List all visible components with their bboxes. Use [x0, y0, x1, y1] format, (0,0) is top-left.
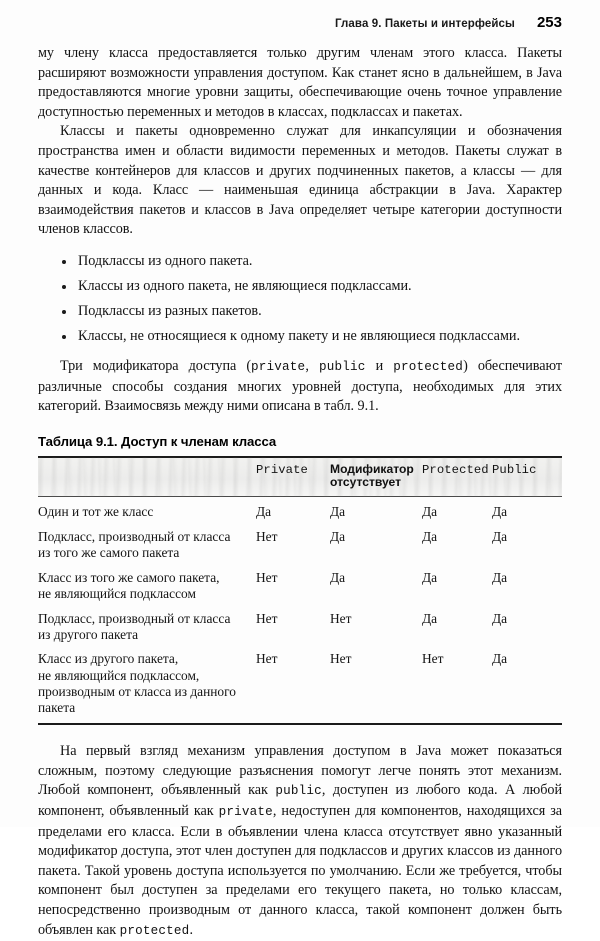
- code-public: public: [275, 784, 322, 799]
- cell-no-modifier: Да: [330, 528, 346, 544]
- header-cell-protected: [422, 457, 492, 497]
- text-run: , доступен из любого кода. А любой компонент, объявленный как: [38, 782, 562, 820]
- text-run: и: [365, 358, 394, 375]
- access-table: [38, 456, 562, 723]
- cell-public: Да: [492, 528, 508, 544]
- table-bottom-rule: [38, 723, 562, 725]
- cell-public: Да: [492, 651, 508, 667]
- row-label-line: из другого пакета: [38, 626, 139, 642]
- row-label-line: не являющийся подклассом,: [38, 667, 200, 683]
- row-label-line: производным от класса из данного: [38, 683, 236, 699]
- list-item: Классы из одного пакета, не являющиеся подклассами.: [38, 277, 562, 296]
- text-run: ,: [305, 358, 319, 375]
- page-number: 253: [536, 14, 562, 31]
- code-protected: protected: [393, 360, 464, 375]
- table-caption: Таблица 9.1. Доступ к членам класса: [38, 433, 277, 449]
- chapter-title: Глава 9. Пакеты и интерфейсы: [334, 18, 515, 30]
- header-cell-no-modifier: [330, 457, 422, 497]
- cell-public: Да: [492, 504, 508, 520]
- row-label-line: Класс из того же самого пакета,: [38, 569, 220, 585]
- paragraph-access-explanation: [38, 742, 562, 941]
- code-protected: protected: [119, 923, 190, 938]
- table-header-row: [38, 457, 562, 497]
- table-body: [38, 497, 562, 724]
- text-run: Три модификатора доступа (: [60, 358, 252, 375]
- text-run: На первый взгляд механизм управления доступом в Java может показаться сложным, поэтому следующие разъяснения помогут легче понять этот механизм. Любой компонент, объявленный как: [38, 743, 562, 799]
- row-label-line: Класс из другого пакета,: [38, 651, 179, 667]
- cell-public: Да: [492, 610, 508, 626]
- header-label-no-modifier-line1: Модификатор: [330, 461, 414, 476]
- cell-private: Нет: [256, 651, 278, 667]
- list-item: Подклассы из разных пакетов.: [38, 302, 562, 321]
- text-run: , недоступен для компонентов, находящихся за пределами его класса. Если в объявлении члена класса отсутствует явно указанный модификатор доступа, этот член доступен для подклассов и других классов из данного пакета. Такой уровень доступа используется по умолчанию. Если же требуется, чтобы компонент был доступен за пределами его текущего пакета, но только классам, непосредственно производным от данного класса, такой компонент должен быть объявлен как: [38, 803, 563, 938]
- table-header: [38, 457, 562, 497]
- list-item: Классы, не относящиеся к одному пакету и не являющиеся подклассами.: [38, 327, 562, 346]
- cell-protected: Да: [422, 610, 438, 626]
- row-label-line: не являющийся подклассом: [38, 585, 196, 601]
- cell-no-modifier: Да: [330, 569, 346, 585]
- cell-no-modifier: Нет: [330, 610, 352, 626]
- cell-private: Нет: [256, 610, 278, 626]
- code-private: private: [251, 360, 306, 375]
- access-table-block: [38, 434, 562, 725]
- cell-protected: Да: [422, 504, 438, 520]
- row-label-line: Один и тот же класс: [38, 504, 154, 520]
- running-head: [38, 14, 562, 31]
- cell-public: Да: [492, 569, 508, 585]
- cell-protected: Нет: [422, 651, 444, 667]
- row-label-line: Подкласс, производный от класса: [38, 528, 231, 544]
- list-item: Подклассы из одного пакета.: [38, 252, 562, 271]
- header-label-no-modifier-line2: отсутствует: [330, 475, 402, 490]
- header-cell-public: [492, 457, 562, 497]
- cell-private: Да: [256, 504, 272, 520]
- header-label-public: Public: [492, 462, 537, 477]
- row-label: [38, 497, 256, 525]
- header-label-private: Private: [256, 462, 308, 477]
- code-private: private: [218, 805, 273, 820]
- page-content: [38, 44, 562, 941]
- cell-private: Нет: [256, 569, 278, 585]
- table-row: [38, 524, 562, 565]
- cell-no-modifier: Да: [330, 504, 346, 520]
- header-cell-label: [38, 457, 256, 497]
- table-row: [38, 565, 562, 606]
- table-row: [38, 497, 562, 525]
- cell-protected: Да: [422, 528, 438, 544]
- paragraph-modifiers: [38, 357, 562, 417]
- code-public: public: [318, 360, 366, 375]
- paragraph-classes-and-packages: Классы и пакеты одновременно служат для инкапсуляции и обозначения пространства имен и области видимости переменных и методов. Пакеты служат в качестве контейнеров для классов и других подчиненных пакетов, а классы — для данных и кода. Класс — наименьшая единица абстракции в Java. Характер взаимодействия пакетов и классов в Java определяет четыре категории доступности членов классов.: [38, 123, 562, 238]
- row-label-line: пакета: [38, 700, 76, 716]
- row-label: [38, 647, 256, 723]
- row-label-line: Подкласс, производный от класса: [38, 610, 231, 626]
- text-run: .: [189, 921, 193, 938]
- header-cell-private: [256, 457, 330, 497]
- paragraph-continuation: му члену класса предоставляется только другим членам этого класса. Пакеты расширяют возможности управления доступом. Как станет ясно в дальнейшем, в Java предоставляются многие уровни защиты, обеспечивающие очень точное управление доступностью переменных и методов в классах, подклассах и пакетах.: [38, 45, 562, 120]
- cell-private: Нет: [256, 528, 278, 544]
- header-label-protected: Protected: [422, 462, 489, 477]
- access-categories-list: [38, 252, 562, 346]
- cell-no-modifier: Нет: [330, 651, 352, 667]
- row-label: [38, 524, 256, 565]
- row-label: [38, 565, 256, 606]
- table-row: [38, 606, 562, 647]
- table-row: [38, 647, 562, 723]
- row-label-line: из того же самого пакета: [38, 544, 180, 560]
- row-label: [38, 606, 256, 647]
- text-run: ) обеспечивают различные способы создания многих уровней доступа, необходимых для этих категорий. Взаимосвязь между ними описана в табл. 9.1.: [38, 358, 562, 415]
- cell-protected: Да: [422, 569, 438, 585]
